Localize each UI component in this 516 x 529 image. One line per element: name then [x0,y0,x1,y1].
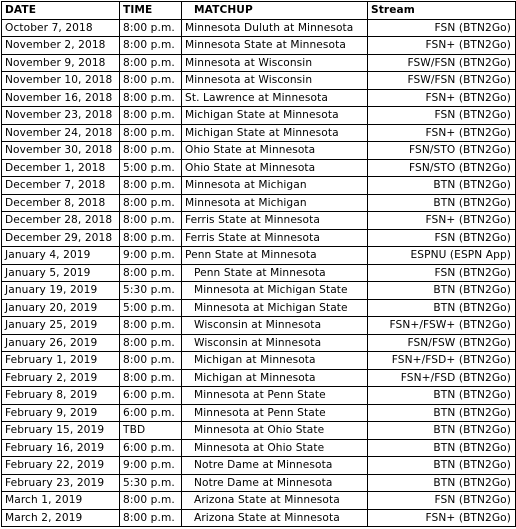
stream-cell: FSN (BTN2Go) [368,19,516,37]
matchup-cell: Arizona State at Minnesota [182,492,368,510]
matchup-cell: Ohio State at Minnesota [182,142,368,160]
date-cell: February 16, 2019 [2,439,120,457]
time-cell: 8:00 p.m. [120,264,182,282]
date-cell: February 9, 2019 [2,404,120,422]
matchup-cell: Penn State at Minnesota [182,264,368,282]
time-column-header: TIME [120,2,182,20]
date-cell: February 2, 2019 [2,369,120,387]
matchup-cell: Minnesota at Michigan [182,177,368,195]
table-row [2,229,516,247]
table-row [2,107,516,125]
time-cell: 8:00 p.m. [120,194,182,212]
table-header [2,2,516,20]
header-row [2,2,516,20]
time-cell: 8:00 p.m. [120,492,182,510]
date-cell: January 19, 2019 [2,282,120,300]
time-cell: 8:00 p.m. [120,107,182,125]
stream-cell: BTN (BTN2Go) [368,457,516,475]
stream-cell: FSN+/FSD+ (BTN2Go) [368,352,516,370]
matchup-cell: Minnesota at Michigan State [182,282,368,300]
matchup-cell: Michigan State at Minnesota [182,107,368,125]
time-cell: 6:00 p.m. [120,387,182,405]
stream-cell: BTN (BTN2Go) [368,299,516,317]
time-cell: 8:00 p.m. [120,369,182,387]
time-cell: 8:00 p.m. [120,54,182,72]
date-cell: December 1, 2018 [2,159,120,177]
date-cell: November 30, 2018 [2,142,120,160]
matchup-cell: Ferris State at Minnesota [182,212,368,230]
matchup-cell: Minnesota at Ohio State [182,439,368,457]
time-cell: 8:00 p.m. [120,229,182,247]
stream-cell: FSN (BTN2Go) [368,107,516,125]
stream-cell: FSW/FSN (BTN2Go) [368,54,516,72]
matchup-cell: Notre Dame at Minnesota [182,457,368,475]
table-row [2,352,516,370]
date-cell: November 10, 2018 [2,72,120,90]
table-row [2,37,516,55]
stream-cell: BTN (BTN2Go) [368,404,516,422]
table-row [2,422,516,440]
table-row [2,124,516,142]
matchup-cell: Michigan at Minnesota [182,352,368,370]
matchup-cell: Wisconsin at Minnesota [182,334,368,352]
table-row [2,387,516,405]
matchup-cell: Minnesota at Penn State [182,404,368,422]
date-cell: December 29, 2018 [2,229,120,247]
stream-cell: BTN (BTN2Go) [368,282,516,300]
time-cell: 5:30 p.m. [120,282,182,300]
time-cell: 6:00 p.m. [120,439,182,457]
date-cell: February 23, 2019 [2,474,120,492]
time-cell: 5:00 p.m. [120,159,182,177]
table-row [2,369,516,387]
matchup-cell: Minnesota at Wisconsin [182,72,368,90]
table-row [2,264,516,282]
stream-cell: BTN (BTN2Go) [368,439,516,457]
table-row [2,334,516,352]
table-row [2,159,516,177]
table-row [2,19,516,37]
date-cell: February 15, 2019 [2,422,120,440]
table-row [2,142,516,160]
time-cell: 8:00 p.m. [120,317,182,335]
date-cell: November 23, 2018 [2,107,120,125]
stream-cell: FSN+/FSW+ (BTN2Go) [368,317,516,335]
date-cell: January 4, 2019 [2,247,120,265]
date-cell: November 2, 2018 [2,37,120,55]
time-cell: 8:00 p.m. [120,177,182,195]
time-cell: 8:00 p.m. [120,124,182,142]
time-cell: 8:00 p.m. [120,37,182,55]
date-cell: March 1, 2019 [2,492,120,510]
table-row [2,72,516,90]
schedule-table [1,1,516,527]
matchup-cell: Minnesota at Wisconsin [182,54,368,72]
table-row [2,89,516,107]
time-cell: TBD [120,422,182,440]
table-row [2,404,516,422]
stream-cell: FSN+ (BTN2Go) [368,212,516,230]
time-cell: 9:00 p.m. [120,457,182,475]
stream-cell: FSN/FSW (BTN2Go) [368,334,516,352]
table-row [2,492,516,510]
time-cell: 8:00 p.m. [120,352,182,370]
matchup-cell: Ferris State at Minnesota [182,229,368,247]
time-cell: 6:00 p.m. [120,404,182,422]
table-row [2,299,516,317]
date-cell: December 28, 2018 [2,212,120,230]
stream-cell: FSN+ (BTN2Go) [368,37,516,55]
stream-cell: BTN (BTN2Go) [368,474,516,492]
stream-cell: FSN (BTN2Go) [368,492,516,510]
stream-cell: FSN+ (BTN2Go) [368,89,516,107]
time-cell: 5:30 p.m. [120,474,182,492]
stream-cell: FSN+ (BTN2Go) [368,124,516,142]
date-column-header: DATE [2,2,120,20]
stream-column-header: Stream [368,2,516,20]
stream-cell: FSN+ (BTN2Go) [368,509,516,527]
table-row [2,247,516,265]
stream-cell: BTN (BTN2Go) [368,422,516,440]
matchup-cell: Minnesota at Michigan State [182,299,368,317]
date-cell: November 9, 2018 [2,54,120,72]
stream-cell: FSN (BTN2Go) [368,229,516,247]
matchup-column-header: MATCHUP [182,2,368,20]
date-cell: February 8, 2019 [2,387,120,405]
matchup-cell: Minnesota at Michigan [182,194,368,212]
date-cell: November 24, 2018 [2,124,120,142]
time-cell: 8:00 p.m. [120,89,182,107]
stream-cell: FSN (BTN2Go) [368,264,516,282]
matchup-cell: St. Lawrence at Minnesota [182,89,368,107]
time-cell: 9:00 p.m. [120,247,182,265]
table-row [2,439,516,457]
date-cell: February 22, 2019 [2,457,120,475]
stream-cell: FSW/FSN (BTN2Go) [368,72,516,90]
matchup-cell: Minnesota at Penn State [182,387,368,405]
stream-cell: FSN/STO (BTN2Go) [368,142,516,160]
table-row [2,212,516,230]
table-row [2,474,516,492]
matchup-cell: Ohio State at Minnesota [182,159,368,177]
table-row [2,54,516,72]
stream-cell: BTN (BTN2Go) [368,387,516,405]
matchup-cell: Arizona State at Minnesota [182,509,368,527]
matchup-cell: Penn State at Minnesota [182,247,368,265]
date-cell: March 2, 2019 [2,509,120,527]
table-body [2,19,516,527]
table-row [2,282,516,300]
stream-cell: FSN/STO (BTN2Go) [368,159,516,177]
date-cell: December 7, 2018 [2,177,120,195]
matchup-cell: Minnesota Duluth at Minnesota [182,19,368,37]
date-cell: November 16, 2018 [2,89,120,107]
stream-cell: ESPNU (ESPN App) [368,247,516,265]
matchup-cell: Michigan at Minnesota [182,369,368,387]
time-cell: 8:00 p.m. [120,19,182,37]
matchup-cell: Minnesota at Ohio State [182,422,368,440]
matchup-cell: Wisconsin at Minnesota [182,317,368,335]
time-cell: 5:00 p.m. [120,299,182,317]
date-cell: December 8, 2018 [2,194,120,212]
time-cell: 8:00 p.m. [120,509,182,527]
time-cell: 8:00 p.m. [120,334,182,352]
table-row [2,194,516,212]
time-cell: 8:00 p.m. [120,142,182,160]
date-cell: January 20, 2019 [2,299,120,317]
date-cell: February 1, 2019 [2,352,120,370]
table-row [2,177,516,195]
stream-cell: FSN+/FSD (BTN2Go) [368,369,516,387]
time-cell: 8:00 p.m. [120,212,182,230]
table-row [2,457,516,475]
matchup-cell: Notre Dame at Minnesota [182,474,368,492]
table-row [2,509,516,527]
table-row [2,317,516,335]
stream-cell: BTN (BTN2Go) [368,177,516,195]
date-cell: October 7, 2018 [2,19,120,37]
time-cell: 8:00 p.m. [120,72,182,90]
date-cell: January 5, 2019 [2,264,120,282]
matchup-cell: Michigan State at Minnesota [182,124,368,142]
date-cell: January 25, 2019 [2,317,120,335]
date-cell: January 26, 2019 [2,334,120,352]
stream-cell: BTN (BTN2Go) [368,194,516,212]
matchup-cell: Minnesota State at Minnesota [182,37,368,55]
